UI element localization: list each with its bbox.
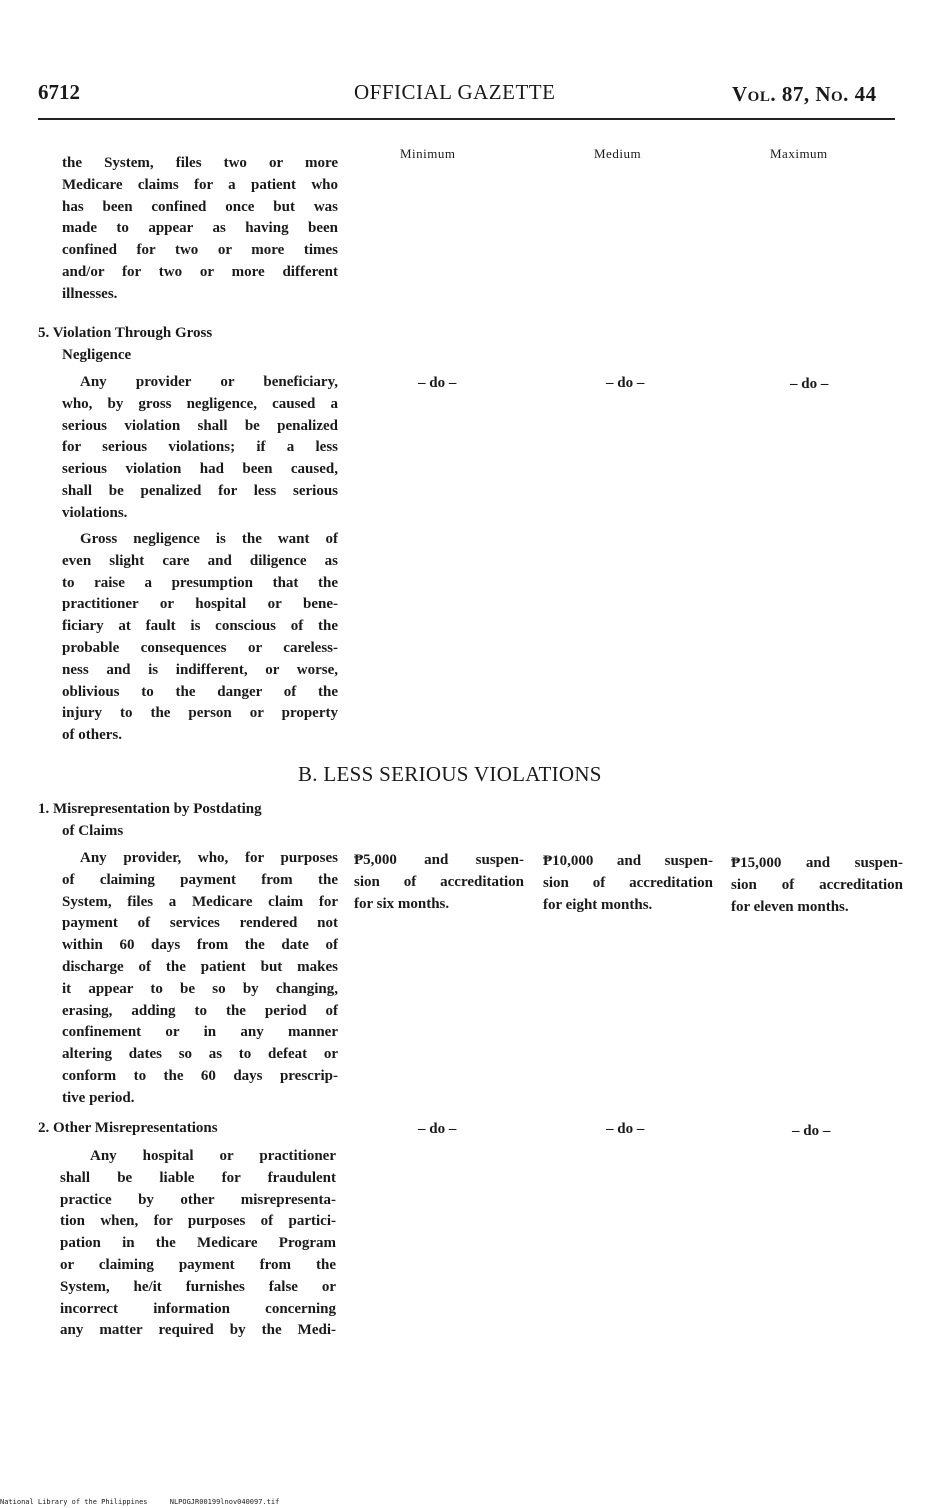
penalty-line: for eleven months. bbox=[731, 899, 849, 915]
header-rule bbox=[38, 118, 895, 120]
item1-paragraph bbox=[62, 848, 338, 1110]
penalty-line: sion of accreditation bbox=[543, 875, 713, 891]
text-line: for serious violations; if a less bbox=[62, 439, 338, 456]
text-line: serious violation had been caused, bbox=[62, 461, 338, 478]
scan-footer bbox=[0, 1498, 297, 1506]
item-heading-line: of Claims bbox=[62, 822, 124, 839]
text-line: injury to the person or property bbox=[62, 705, 338, 722]
text-line: ficiary at fault is conscious of the bbox=[62, 618, 338, 635]
text-line: illnesses. bbox=[62, 285, 118, 302]
item1-penalty-maximum bbox=[731, 852, 903, 918]
text-line: discharge of the patient but makes bbox=[62, 958, 338, 975]
text-line: practitioner or hospital or bene- bbox=[62, 596, 338, 613]
item1-penalty-medium bbox=[543, 850, 713, 916]
penalty-line: sion of accreditation bbox=[731, 877, 903, 893]
item5-title bbox=[38, 323, 212, 367]
volume-number: Vol. 87, No. 44 bbox=[732, 82, 877, 106]
text-line: or claiming payment from the bbox=[60, 1256, 336, 1273]
penalty-line: for six months. bbox=[354, 896, 450, 912]
item5-penalty-maximum: – do – bbox=[790, 376, 829, 392]
penalty-line: ₱15,000 and suspen- bbox=[731, 855, 903, 871]
text-line: has been confined once but was bbox=[62, 198, 338, 215]
text-line: pation in the Medicare Program bbox=[60, 1235, 336, 1252]
gazette-title: OFFICIAL GAZETTE bbox=[354, 80, 556, 104]
text-line: confinement or in any manner bbox=[62, 1024, 338, 1041]
continuation-paragraph bbox=[62, 153, 338, 306]
text-line: made to appear as having been bbox=[62, 220, 338, 237]
text-line: within 60 days from the date of bbox=[62, 937, 338, 954]
column-medium: Medium bbox=[594, 146, 642, 161]
text-line: of claiming payment from the bbox=[62, 871, 338, 888]
text-line: conform to the 60 days prescrip- bbox=[62, 1067, 338, 1084]
item-heading-line: 5. Violation Through Gross bbox=[38, 325, 213, 341]
item2-paragraph bbox=[60, 1146, 336, 1342]
text-line: Any hospital or practitioner bbox=[90, 1148, 336, 1164]
text-line: serious violation shall be penalized bbox=[62, 417, 338, 434]
text-line: Any provider, who, for purposes bbox=[80, 850, 338, 866]
text-line: System, files a Medicare claim for bbox=[62, 893, 338, 910]
item2-penalty-minimum: – do – bbox=[418, 1121, 457, 1137]
text-line: even slight care and diligence as bbox=[62, 552, 338, 569]
text-line: Gross negligence is the want of bbox=[80, 531, 338, 547]
item-heading-line: 2. Other Misrepresentations bbox=[38, 1120, 218, 1136]
file-stamp: NLPOGJR00199lnov040097.tif bbox=[169, 1498, 280, 1506]
text-line: Any provider or beneficiary, bbox=[80, 374, 338, 390]
item5-paragraph-1 bbox=[62, 372, 338, 525]
item5-paragraph-2 bbox=[62, 529, 338, 747]
text-line: the System, files two or more bbox=[62, 155, 338, 171]
text-line: erasing, adding to the period of bbox=[62, 1002, 338, 1019]
text-line: any matter required by the Medi- bbox=[60, 1322, 336, 1339]
column-maximum: Maximum bbox=[770, 146, 828, 161]
text-line: practice by other misrepresenta- bbox=[60, 1191, 336, 1208]
text-line: violations. bbox=[62, 504, 128, 521]
item5-penalty-minimum: – do – bbox=[418, 375, 457, 391]
item2-penalty-medium: – do – bbox=[606, 1121, 645, 1137]
text-line: confined for two or more times bbox=[62, 242, 338, 259]
text-line: ness and is indifferent, or worse, bbox=[62, 661, 338, 678]
item2-title bbox=[38, 1118, 218, 1140]
text-line: to raise a presumption that the bbox=[62, 574, 338, 591]
text-line: Medicare claims for a patient who bbox=[62, 176, 338, 193]
text-line: who, by gross negligence, caused a bbox=[62, 395, 338, 412]
column-minimum: Minimum bbox=[400, 146, 456, 161]
section-heading: B. LESS SERIOUS VIOLATIONS bbox=[298, 762, 602, 786]
text-line: altering dates so as to defeat or bbox=[62, 1046, 338, 1063]
text-line: of others. bbox=[62, 727, 122, 744]
library-stamp: National Library of the Philippines bbox=[0, 1498, 148, 1506]
penalty-line: for eight months. bbox=[543, 897, 653, 913]
text-line: shall be liable for fraudulent bbox=[60, 1169, 336, 1186]
item1-penalty-minimum bbox=[354, 849, 524, 915]
text-line: shall be penalized for less serious bbox=[62, 482, 338, 499]
page-number: 6712 bbox=[38, 80, 80, 104]
text-line: incorrect information concerning bbox=[60, 1300, 336, 1317]
text-line: probable consequences or careless- bbox=[62, 639, 338, 656]
item2-penalty-maximum: – do – bbox=[792, 1123, 831, 1139]
item1-title bbox=[38, 799, 262, 843]
text-line: tive period. bbox=[62, 1089, 135, 1106]
text-line: it appear to be so by changing, bbox=[62, 980, 338, 997]
penalty-line: sion of accreditation bbox=[354, 874, 524, 890]
text-line: System, he/it furnishes false or bbox=[60, 1278, 336, 1295]
item-heading-line: 1. Misrepresentation by Postdating bbox=[38, 801, 262, 817]
item5-penalty-medium: – do – bbox=[606, 375, 645, 391]
text-line: payment of services rendered not bbox=[62, 915, 338, 932]
text-line: tion when, for purposes of partici- bbox=[60, 1213, 336, 1230]
item-heading-line: Negligence bbox=[62, 346, 132, 363]
text-line: oblivious to the danger of the bbox=[62, 683, 338, 700]
penalty-line: ₱5,000 and suspen- bbox=[354, 852, 524, 868]
text-line: and/or for two or more different bbox=[62, 263, 338, 280]
penalty-line: ₱10,000 and suspen- bbox=[543, 853, 713, 869]
